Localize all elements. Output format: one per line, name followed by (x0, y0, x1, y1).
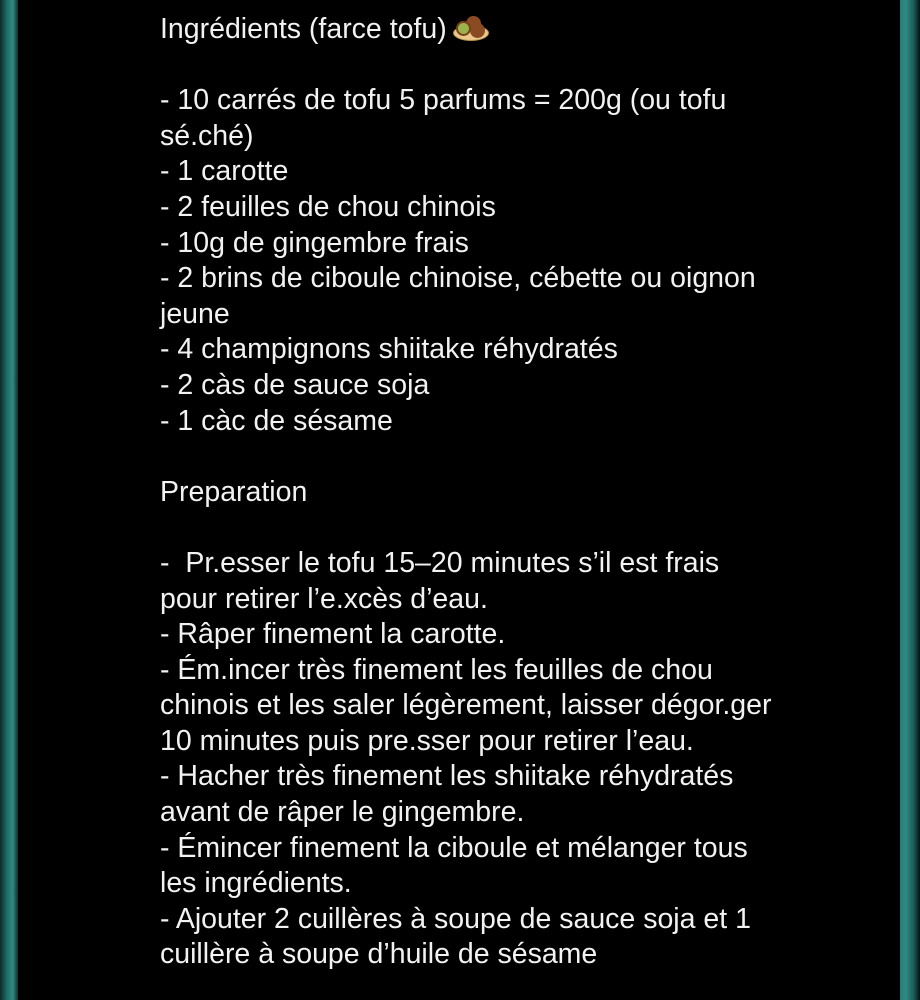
ingredients-heading (160, 12, 860, 48)
preparation-line: - Râper finement la carotte. (160, 618, 506, 651)
preparation-line: - Ajouter 2 cuillères à soupe de sauce soja et 1 (160, 902, 751, 935)
falafel-icon (453, 15, 487, 41)
ingredient-line: - 2 feuilles de chou chinois (160, 190, 496, 223)
ingredient-line: sé.ché) (160, 119, 254, 152)
preparation-line: - Hacher très finement les shiitake réhydratés (160, 760, 734, 793)
spacer (160, 439, 860, 475)
ingredient-line: - 1 càc de sésame (160, 404, 393, 437)
preparation-line: pour retirer l’e.xcès d’eau. (160, 582, 488, 615)
spacer (160, 510, 860, 546)
right-window-edge (900, 0, 920, 1000)
ingredient-line: - 1 carotte (160, 155, 289, 188)
preparation-line: - Pr.esser le tofu 15–20 minutes s’il est frais (160, 546, 720, 579)
preparation-list (160, 546, 860, 973)
preparation-line: - Émincer finement la ciboule et mélanger tous (160, 831, 748, 864)
left-window-edge (0, 0, 18, 1000)
ingredient-line: - 2 brins de ciboule chinoise, cébette ou oignon (160, 262, 756, 295)
ingredient-line: - 2 càs de sauce soja (160, 368, 430, 401)
spacer (160, 48, 860, 84)
preparation-line: chinois et les saler légèrement, laisser dégor.ger (160, 689, 772, 722)
preparation-line: - Ém.incer très finement les feuilles de chou (160, 653, 713, 686)
ingredient-line: - 10 carrés de tofu 5 parfums = 200g (ou tofu (160, 84, 727, 117)
ingredients-list (160, 83, 860, 439)
preparation-line: cuillère à soupe d’huile de sésame (160, 938, 598, 971)
preparation-line: avant de râper le gingembre. (160, 796, 525, 829)
preparation-heading: Preparation (160, 475, 308, 508)
recipe-note (160, 12, 860, 973)
ingredient-line: - 10g de gingembre frais (160, 226, 469, 259)
ingredients-title: Ingrédients (farce tofu) (160, 13, 447, 45)
ingredient-line: jeune (160, 297, 230, 330)
preparation-line: 10 minutes puis pre.sser pour retirer l’eau. (160, 724, 694, 757)
ingredient-line: - 4 champignons shiitake réhydratés (160, 333, 618, 366)
preparation-line: les ingrédients. (160, 867, 352, 900)
